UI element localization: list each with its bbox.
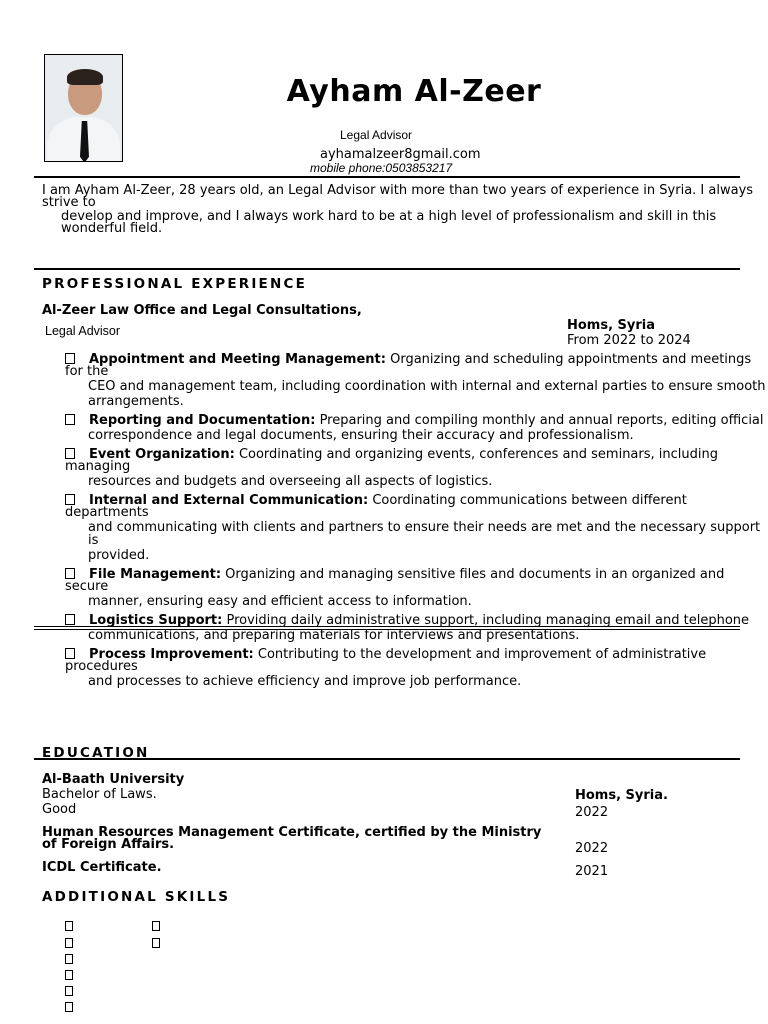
degree: Bachelor of Laws.: [42, 787, 157, 802]
certificate-year: 2021: [575, 864, 609, 879]
bullet-icon: [65, 648, 75, 659]
bullet-icon: [65, 954, 73, 964]
certificate-line: Human Resources Management Certificate, certified by the Ministry: [42, 825, 542, 840]
grade: Good: [42, 802, 77, 817]
job-title: Legal Advisor: [340, 128, 413, 142]
university-name: Al-Baath University: [42, 772, 185, 787]
bullet-text: arrangements.: [88, 394, 184, 409]
certificate-line: of Foreign Affairs.: [42, 837, 175, 852]
bullet-icon: [65, 494, 75, 505]
bullet-icon: [152, 938, 160, 948]
bullet-icon: [152, 921, 160, 931]
bullet-icon: [65, 970, 73, 980]
bullet-icon: [65, 614, 75, 625]
bullet-title: Reporting and Documentation:: [89, 413, 316, 428]
section-heading-experience: PROFESSIONAL EXPERIENCE: [42, 276, 308, 292]
bullet-text: Organizing and scheduling appointments and meetings for the: [65, 352, 752, 379]
list-item: [65, 494, 768, 562]
bullet-icon: [65, 568, 75, 579]
candidate-name: Ayham Al-Zeer: [286, 74, 542, 109]
bullet-text: manner, ensuring easy and efficient access to information.: [88, 594, 472, 609]
company-name: Al-Zeer Law Office and Legal Consultations,: [42, 303, 362, 318]
bullet-icon: [65, 986, 73, 996]
experience-bullet-list: [65, 353, 768, 694]
bullet-text: correspondence and legal documents, ensuring their accuracy and professionalism.: [88, 428, 634, 443]
bullet-title: Logistics Support:: [89, 613, 223, 628]
list-item: [65, 353, 768, 408]
bullet-title: Process Improvement:: [89, 647, 254, 662]
bullet-icon: [65, 414, 75, 425]
bullet-icon: [65, 1002, 73, 1012]
bullet-text: and processes to achieve efficiency and improve job performance.: [88, 674, 522, 689]
certificate-title: [42, 827, 541, 851]
bullet-text: Providing daily administrative support, including managing email and telephone: [222, 613, 750, 628]
bullet-text: Coordinating communications between different departments: [65, 493, 687, 520]
bullet-title: Event Organization:: [89, 447, 235, 462]
section-heading-skills: ADDITIONAL SKILLS: [42, 889, 231, 905]
certificate-year: 2022: [575, 841, 609, 856]
role-title: Legal Advisor: [45, 324, 121, 338]
job-period: From 2022 to 2024: [567, 333, 691, 348]
education-location: Homs, Syria.: [575, 788, 668, 803]
list-item: [65, 648, 768, 688]
bullet-text: Contributing to the development and improvement of administrative procedures: [65, 647, 707, 674]
bullet-icon: [65, 938, 73, 948]
bullet-icon: [65, 921, 73, 931]
bullet-icon: [65, 448, 75, 459]
job-location: Homs, Syria: [567, 318, 656, 333]
certificate-title: ICDL Certificate.: [42, 860, 162, 875]
bullet-icon: [65, 353, 75, 364]
bullet-text: Preparing and compiling monthly and annual reports, editing official: [315, 413, 764, 428]
summary-line: develop and improve, and I always work hard to be at a high level of professionalism and skill in this wonderful field.: [61, 209, 717, 236]
header-divider: [34, 176, 740, 178]
bullet-text: Organizing and managing sensitive files and documents in an organized and secure: [65, 567, 725, 594]
summary-line: I am Ayham Al-Zeer, 28 years old, an Legal Advisor with more than two years of experience in Syria. I always strive to: [42, 183, 754, 210]
bullet-title: File Management:: [89, 567, 222, 582]
bullet-title: Internal and External Communication:: [89, 493, 369, 508]
bullet-text: resources and budgets and overseeing all aspects of logistics.: [88, 474, 493, 489]
contact-phone: mobile phone:0503853217: [310, 161, 453, 175]
section-heading-education: EDUCATION: [42, 745, 150, 761]
page-break-divider: [34, 626, 740, 630]
section-divider: [34, 758, 740, 760]
list-item: [65, 448, 768, 488]
list-item: [65, 568, 768, 608]
bullet-text: and communicating with clients and partners to ensure their needs are met and the necessary support is: [88, 520, 761, 548]
bullet-text: Coordinating and organizing events, conferences and seminars, including managing: [65, 447, 718, 474]
bullet-text: communications, and preparing materials for interviews and presentations.: [88, 628, 580, 643]
section-divider: [34, 268, 740, 270]
list-item: [65, 414, 768, 442]
profile-summary: [42, 185, 762, 235]
bullet-title: Appointment and Meeting Management:: [89, 352, 386, 367]
contact-email: ayhamalzeer8gmail.com: [320, 147, 481, 162]
bullet-text: provided.: [88, 548, 150, 563]
bullet-text: CEO and management team, including coordination with internal and external parties to ensure smooth: [88, 379, 766, 394]
education-year: 2022: [575, 805, 609, 820]
